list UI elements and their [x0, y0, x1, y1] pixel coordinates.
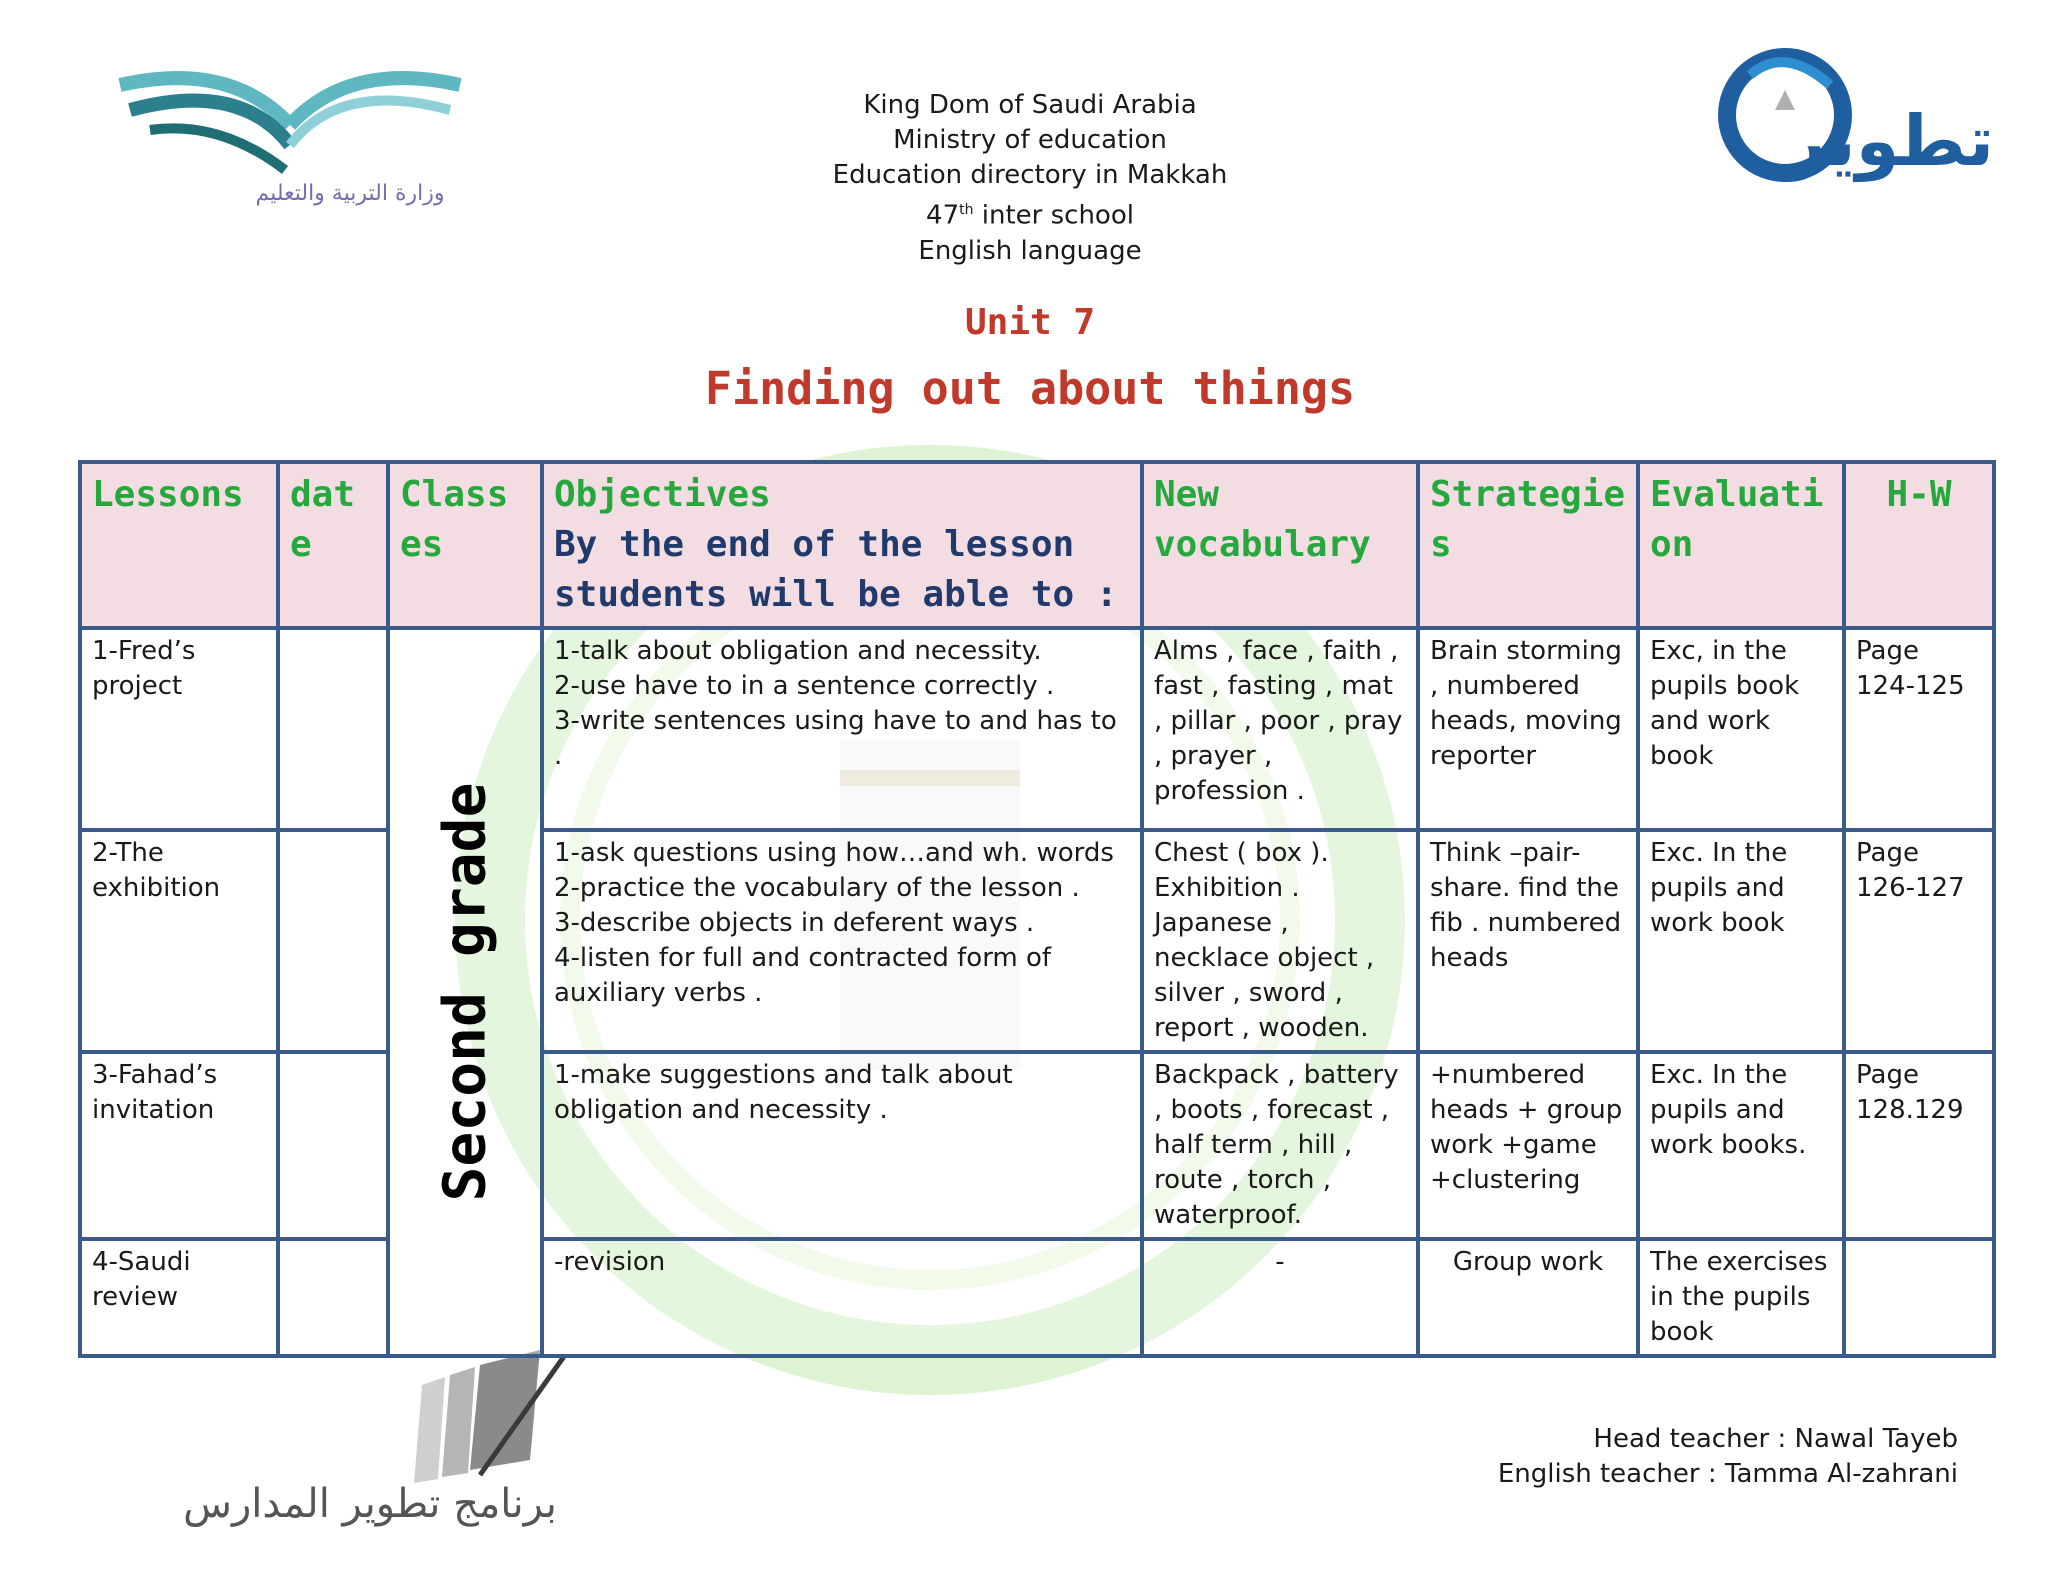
header-objectives-sub1: By the end of the lesson: [554, 524, 1075, 565]
lesson-cell: [80, 1052, 278, 1239]
header-vocabulary-line1: New: [1154, 474, 1220, 515]
header-date: date: [278, 462, 388, 628]
classes-cell: [388, 628, 542, 1356]
lesson-name-line1: 4-Saudi: [92, 1247, 191, 1277]
schools-program-logo-text: برنامج تطوير المدارس: [183, 1481, 557, 1527]
lesson-name-line1: 2-The: [92, 838, 164, 868]
evaluation-cell: Exc. In the pupils and work books.: [1638, 1052, 1844, 1239]
header-strategies: Strategies: [1418, 462, 1638, 628]
evaluation-cell: The exercises in the pupils book: [1638, 1239, 1844, 1356]
vocabulary-cell: -: [1142, 1239, 1418, 1356]
objective-item: 2-use have to in a sentence correctly .: [554, 671, 1055, 701]
vocabulary-cell: Alms , face , faith , fast , fasting , mat , pillar , poor , pray , prayer , profession .: [1142, 628, 1418, 830]
header-line-directory: Education directory in Makkah: [832, 160, 1228, 190]
table-header-row: [80, 462, 1994, 628]
lesson-name-line2: project: [92, 671, 183, 701]
objectives-cell: [542, 830, 1142, 1052]
strategies-cell: Think –pair-share. find the fib . numbered heads: [1418, 830, 1638, 1052]
table-row: [80, 628, 1994, 830]
objective-item: 4-listen for full and contracted form of auxiliary verbs .: [554, 943, 1052, 1008]
vocabulary-cell: Chest ( box ). Exhibition . Japanese , necklace object , silver , sword , report , wooden.: [1142, 830, 1418, 1052]
objective-item: 1-make suggestions and talk about obligation and necessity .: [554, 1060, 1013, 1125]
lesson-cell: [80, 1239, 278, 1356]
school-number-suffix: th: [959, 202, 974, 218]
header-objectives-sub2: students will be able to :: [554, 574, 1118, 615]
english-teacher-signature: English teacher : Tamma Al-zahrani: [1497, 1459, 1958, 1489]
lesson-name-line1: 3-Fahad’s: [92, 1060, 218, 1090]
table-row: [80, 1239, 1994, 1356]
schools-program-logo: [150, 1345, 590, 1535]
header-line-ministry: Ministry of education: [893, 125, 1167, 155]
ministry-logo-text: وزارة التربية والتعليم: [255, 181, 445, 206]
ministry-logo: [110, 40, 470, 220]
header-objectives: [542, 462, 1142, 628]
header-vocabulary: [1142, 462, 1418, 628]
lesson-name-line2: review: [92, 1282, 178, 1312]
school-label: inter school: [973, 200, 1134, 231]
header-hw: H-W: [1844, 462, 1994, 628]
objective-item: 3-write sentences using have to and has to .: [554, 706, 1117, 771]
tatweer-logo: [1690, 35, 1995, 205]
table-row: [80, 1052, 1994, 1239]
lesson-plan-table: [78, 460, 1996, 1358]
lesson-cell: [80, 830, 278, 1052]
date-cell: [278, 1052, 388, 1239]
header-line-subject: English language: [918, 235, 1142, 266]
table-row: [80, 830, 1994, 1052]
hw-cell: [1844, 1239, 1994, 1356]
objective-item: -revision: [554, 1247, 666, 1277]
hw-cell: Page 124-125: [1844, 628, 1994, 830]
date-cell: [278, 830, 388, 1052]
strategies-cell: Brain storming , numbered heads, moving reporter: [1418, 628, 1638, 830]
unit-label: Unit 7: [964, 302, 1096, 343]
evaluation-cell: Exc. In the pupils and work book: [1638, 830, 1844, 1052]
school-header: [720, 88, 1340, 269]
date-cell: [278, 1239, 388, 1356]
lesson-name-line2: exhibition: [92, 873, 221, 903]
signatures: [1498, 1422, 1958, 1492]
objective-item: 1-talk about obligation and necessity.: [554, 636, 1042, 666]
grade-label: Second grade: [430, 782, 499, 1202]
objective-item: 2-practice the vocabulary of the lesson .: [554, 873, 1080, 903]
header-vocabulary-line2: vocabulary: [1154, 524, 1371, 565]
header-line-school: [720, 193, 1340, 234]
objectives-cell: [542, 628, 1142, 830]
lesson-cell: [80, 628, 278, 830]
header-evaluation: Evaluation: [1638, 462, 1844, 628]
tatweer-logo-text: تطوير: [1785, 100, 1995, 182]
hw-cell: Page 126-127: [1844, 830, 1994, 1052]
strategies-cell: Group work: [1418, 1239, 1638, 1356]
strategies-cell: +numbered heads + group work +game +clustering: [1418, 1052, 1638, 1239]
objectives-cell: [542, 1239, 1142, 1356]
header-line-country: King Dom of Saudi Arabia: [863, 90, 1197, 120]
date-cell: [278, 628, 388, 830]
header-objectives-label: Objectives: [554, 474, 771, 515]
header-lessons: Lessons: [80, 462, 278, 628]
vocabulary-cell: Backpack , battery , boots , forecast , half term , hill , route , torch , waterproof.: [1142, 1052, 1418, 1239]
hw-cell: Page 128.129: [1844, 1052, 1994, 1239]
lesson-name-line2: invitation: [92, 1095, 215, 1125]
school-number: 47: [926, 200, 960, 231]
objective-item: 3-describe objects in deferent ways .: [554, 908, 1035, 938]
evaluation-cell: Exc, in the pupils book and work book: [1638, 628, 1844, 830]
unit-title: Finding out about things: [704, 362, 1356, 415]
lesson-name-line1: 1-Fred’s: [92, 636, 196, 666]
objectives-cell: [542, 1052, 1142, 1239]
header-classes: Classes: [388, 462, 542, 628]
objective-item: 1-ask questions using how…and wh. words: [554, 838, 1114, 868]
head-teacher-signature: Head teacher : Nawal Tayeb: [1593, 1424, 1958, 1454]
